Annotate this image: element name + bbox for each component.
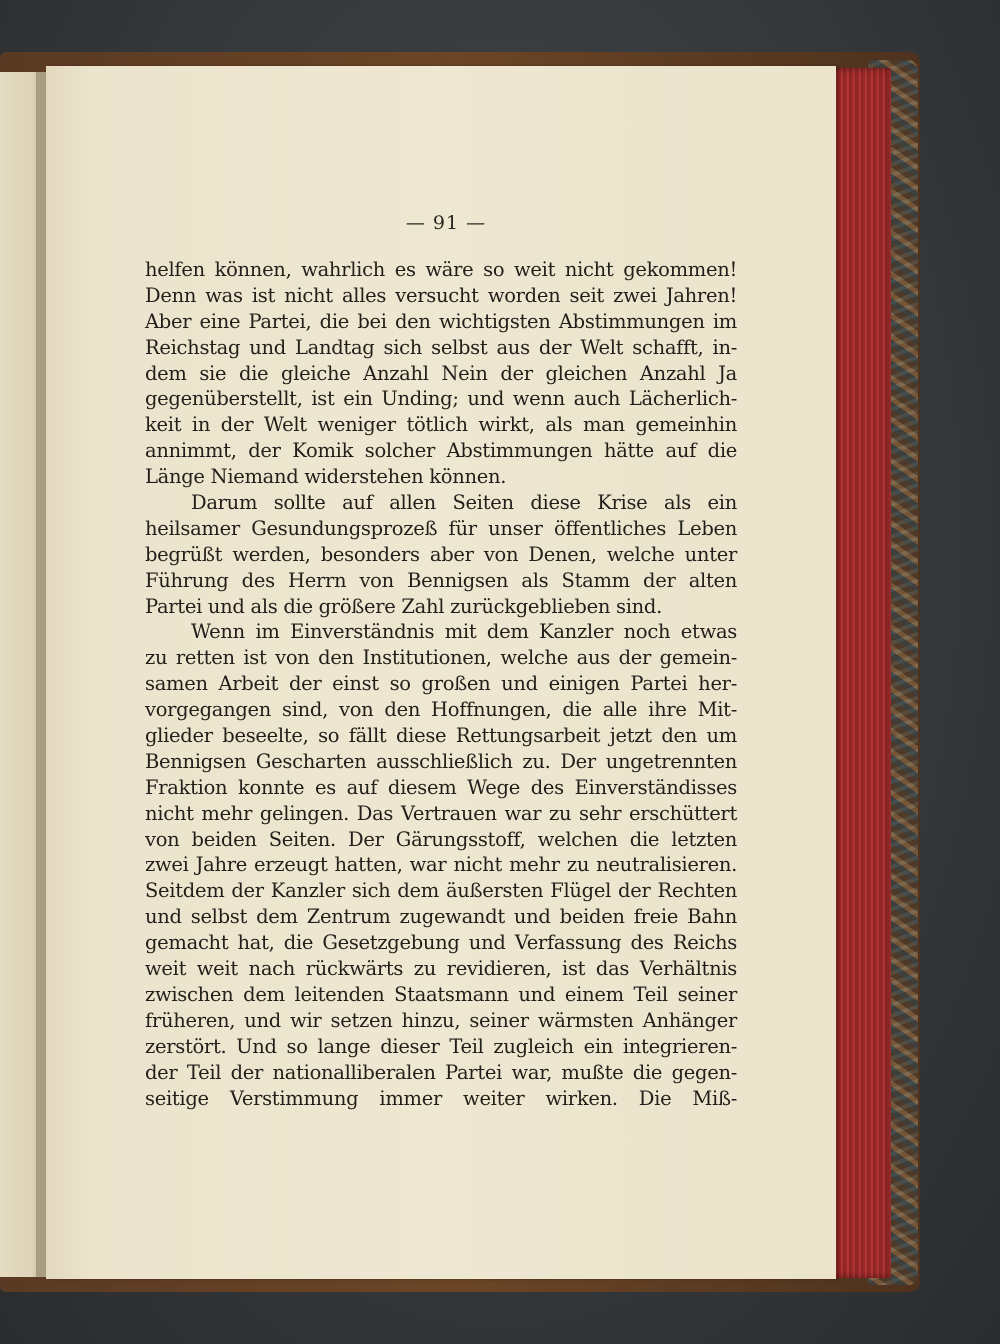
text-line: glieder beseelte, so fällt diese Rettungsarbeit jetzt den um [145,724,737,748]
right-page [46,66,836,1279]
text-line: gemacht hat, die Gesetzgebung und Verfassung des Reichs [145,931,737,955]
text-line: keit in der Welt weniger tötlich wirkt, als man gemeinhin [145,413,737,437]
text-line: dem sie die gleiche Anzahl Nein der gleichen Anzahl Ja [145,361,737,385]
text-line: zerstört. Und so lange dieser Teil zugleich ein integrieren- [145,1034,737,1058]
text-line: von beiden Seiten. Der Gärungsstoff, welchen die letzten [145,827,737,851]
text-line: begrüßt werden, besonders aber von Denen, welche unter [145,542,737,566]
text-line: gegenüberstellt, ist ein Unding; und wenn auch Lächerlich- [145,387,737,411]
text-line: Aber eine Partei, die bei den wichtigsten Abstimmungen im [145,309,737,333]
text-line: Länge Niemand widerstehen können. [145,465,507,489]
text-line: vorgegangen sind, von den Hoffnungen, die alle ihre Mit- [145,698,737,722]
text-line: seitige Verstimmung immer weiter wirken. Die Miß- [145,1086,737,1110]
page-body [145,257,737,1111]
text-line: Darum sollte auf allen Seiten diese Krise als ein [191,491,737,515]
text-line: der Teil der nationalliberalen Partei war, mußte die gegen- [145,1060,737,1084]
text-line: Fraktion konnte es auf diesem Wege des Einverständisses [145,775,737,799]
text-line: annimmt, der Komik solcher Abstimmungen hätte auf die [145,439,737,463]
text-line: heilsamer Gesundungsprozeß für unser öffentliches Leben [145,516,737,540]
text-line: helfen können, wahrlich es wäre so weit nicht gekommen! [145,258,737,281]
page-number: — 91 — [405,212,487,234]
text-line: Denn was ist nicht alles versucht worden seit zwei Jahren! [145,283,737,307]
text-line: Seitdem der Kanzler sich dem äußersten Flügel der Rechten [145,879,737,903]
text-line: Wenn im Einverständnis mit dem Kanzler noch etwas [191,620,737,644]
text-line: Reichstag und Landtag sich selbst aus der Welt schafft, in- [145,335,737,359]
text-line: Bennigsen Gescharten ausschließlich zu. Der ungetrennten [145,749,737,773]
text-line: nicht mehr gelingen. Das Vertrauen war zu sehr erschüttert [145,801,737,825]
text-line: zwei Jahre erzeugt hatten, war nicht mehr zu neutralisieren. [145,853,737,877]
text-line: samen Arbeit der einst so großen und einigen Partei her- [145,672,737,696]
text-line: Partei und als die größere Zahl zurückgeblieben sind. [145,594,662,618]
text-line: zu retten ist von den Institutionen, welche aus der gemein- [145,646,737,670]
text-line: und selbst dem Zentrum zugewandt und beiden freie Bahn [145,905,737,929]
text-line: früheren, und wir setzen hinzu, seiner wärmsten Anhänger [145,1008,737,1032]
text-line: weit weit nach rückwärts zu revidieren, ist das Verhältnis [145,957,737,981]
text-line: Führung des Herrn von Bennigsen als Stamm der alten [145,568,737,592]
text-line: zwischen dem leitenden Staatsmann und einem Teil seiner [145,982,737,1006]
page-edge [833,68,891,1278]
